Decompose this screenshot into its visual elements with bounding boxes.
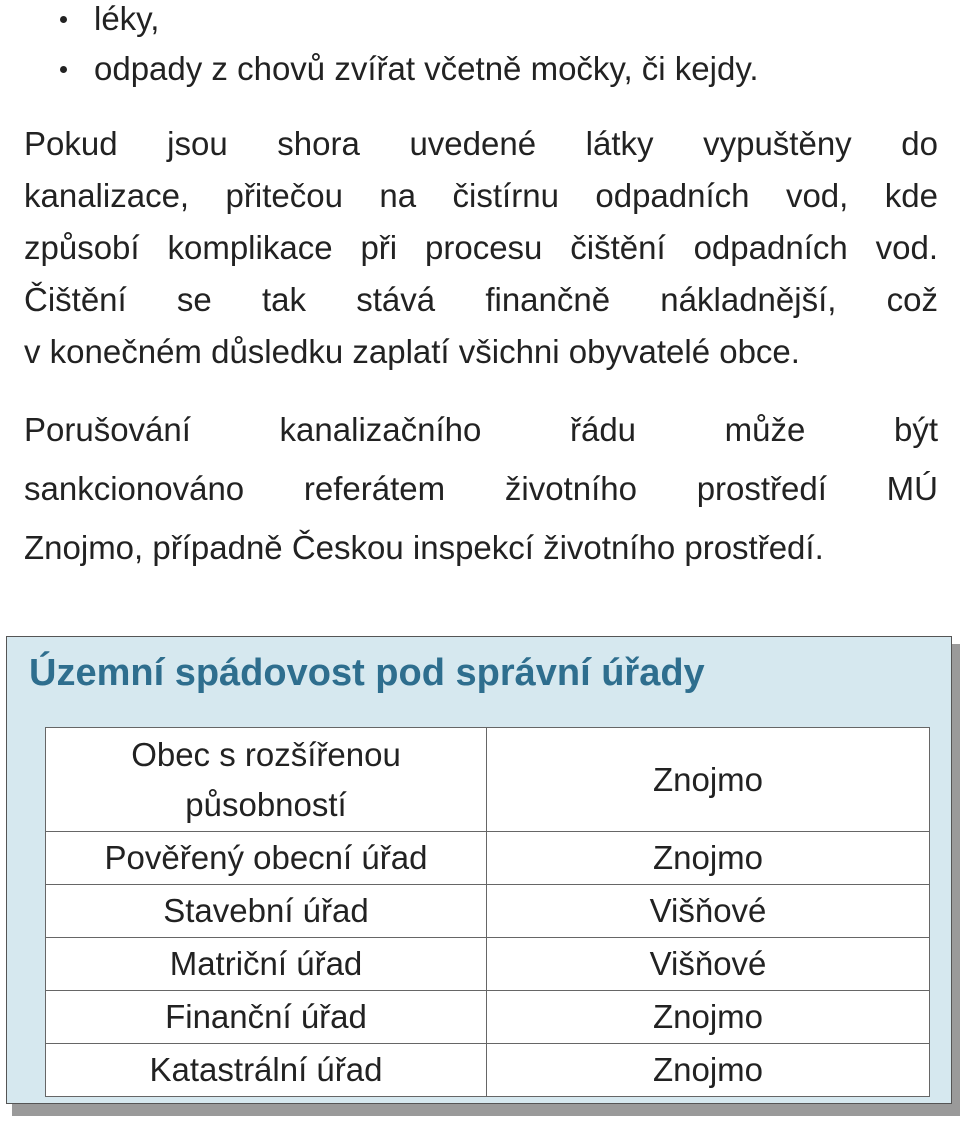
table-row bbox=[46, 938, 930, 991]
info-box bbox=[6, 636, 952, 1104]
authority-value-cell: Znojmo bbox=[487, 832, 930, 885]
bullet-item bbox=[60, 0, 759, 44]
authority-label-cell: Finanční úřad bbox=[46, 991, 487, 1044]
bullet-dot-icon bbox=[60, 16, 67, 23]
authority-label-cell: Pověřený obecní úřad bbox=[46, 832, 487, 885]
paragraph-wastewater bbox=[24, 118, 938, 378]
bullet-text: odpady z chovů zvířat včetně močky, či kejdy. bbox=[94, 50, 759, 87]
authority-label-cell: Katastrální úřad bbox=[46, 1044, 487, 1097]
paragraph-line: Znojmo, případně Českou inspekcí životního prostředí. bbox=[24, 529, 824, 566]
authority-label-cell: Obec s rozšířenou působností bbox=[46, 728, 487, 832]
bullet-dot-icon bbox=[60, 66, 67, 73]
table-row bbox=[46, 1044, 930, 1097]
paragraph-line: sankcionováno referátem životního prostředí MÚ bbox=[24, 470, 938, 507]
table-row bbox=[46, 991, 930, 1044]
authority-label-cell: Stavební úřad bbox=[46, 885, 487, 938]
paragraph-line: způsobí komplikace při procesu čištění odpadních vod. bbox=[24, 229, 938, 266]
authority-value-cell: Višňové bbox=[487, 938, 930, 991]
authority-value-cell: Višňové bbox=[487, 885, 930, 938]
paragraph-line: kanalizace, přitečou na čistírnu odpadních vod, kde bbox=[24, 177, 938, 214]
bullet-list bbox=[60, 0, 759, 94]
authority-label-cell: Matriční úřad bbox=[46, 938, 487, 991]
paragraph-line: Čištění se tak stává finančně nákladnější, což bbox=[24, 281, 938, 318]
info-box-title: Územní spádovost pod správní úřady bbox=[29, 652, 705, 694]
bullet-text: léky, bbox=[94, 0, 160, 37]
authority-value-cell: Znojmo bbox=[487, 1044, 930, 1097]
authority-value-cell: Znojmo bbox=[487, 728, 930, 832]
paragraph-line: Pokud jsou shora uvedené látky vypuštěny do bbox=[24, 125, 938, 162]
authority-value-cell: Znojmo bbox=[487, 991, 930, 1044]
authority-table bbox=[45, 727, 930, 1097]
table-row bbox=[46, 885, 930, 938]
paragraph-line: v konečném důsledku zaplatí všichni obyvatelé obce. bbox=[24, 333, 800, 370]
bullet-item bbox=[60, 44, 759, 94]
paragraph-line: Porušování kanalizačního řádu může být bbox=[24, 411, 938, 448]
table-row bbox=[46, 728, 930, 832]
table-row bbox=[46, 832, 930, 885]
paragraph-sanctions bbox=[24, 400, 938, 577]
